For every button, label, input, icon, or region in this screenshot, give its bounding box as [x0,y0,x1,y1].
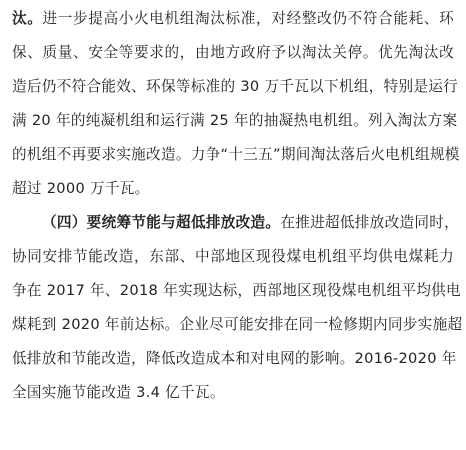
paragraph-energy-saving [12,206,463,410]
text-line: 超过 2000 万千瓦。 [12,180,150,197]
text-run: 进一步提高小火电机组淘汰标准，对经整改仍不符合能耗、环 [42,10,454,27]
text-run: 在推进超低排放改造同时， [280,214,460,231]
text-line: 造后仍不符合能效、环保等标准的 30 万千瓦以下机组，特别是运行 [12,78,459,95]
text-line: 全国实施节能改造 3.4 亿千瓦。 [12,384,225,401]
text-line: 的机组不再要求实施改造。力争“十三五”期间淘汰落后火电机组规模 [12,146,460,163]
text-line: 保、质量、安全等要求的，由地方政府予以淘汰关停。优先淘汰改 [12,44,454,61]
text-line: 低排放和节能改造，降低改造成本和对电网的影响。2016-2020 年 [12,350,457,367]
text-line: 满 20 年的纯凝机组和运行满 25 年的抽凝热电机组。列入淘汰方案 [12,112,458,129]
text-line: 煤耗到 2020 年前达标。企业尽可能安排在同一检修期内同步实施超 [12,316,463,333]
paragraph-phase-out [12,2,460,206]
text-line: 协同安排节能改造，东部、中部地区现役煤电机组平均供电煤耗力 [12,248,454,265]
text-line [12,206,460,240]
text-line [12,2,454,36]
paragraph-lead-bold: 汰。 [12,10,43,27]
section-heading: （四）要统筹节能与超低排放改造。 [42,214,281,231]
text-line: 争在 2017 年、2018 年实现达标，西部地区现役煤电机组平均供电 [12,282,461,299]
